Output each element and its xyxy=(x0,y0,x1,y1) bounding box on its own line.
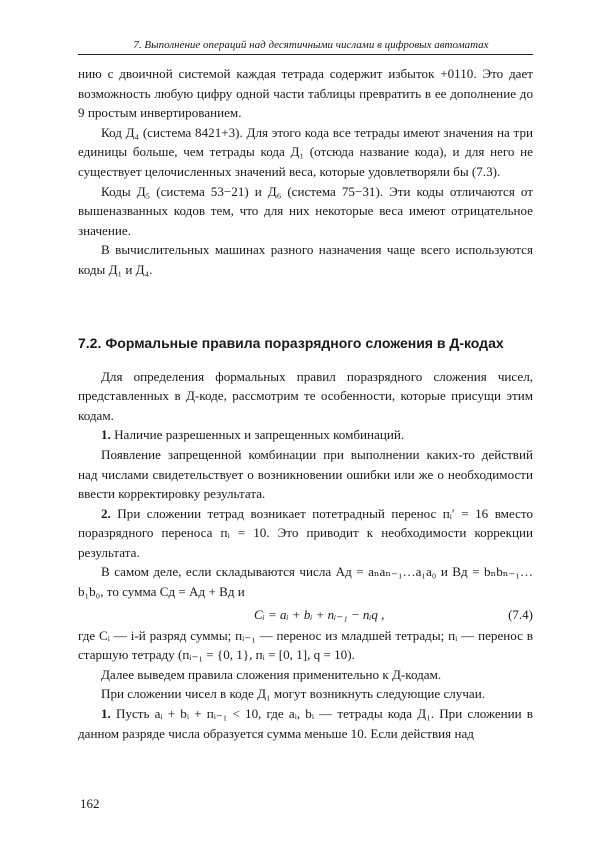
equation-expression: Cᵢ = aᵢ + bᵢ + пᵢ₋₁ − пᵢq , xyxy=(254,606,385,622)
paragraph: При сложении чисел в коде Д₁ могут возникнуть следующие случаи. xyxy=(101,686,486,702)
item-number: 1. xyxy=(101,427,111,443)
paragraph: где Cᵢ — i-й разряд суммы; пᵢ₋₁ — перенос из младшей тетрады; пᵢ — перенос в старшую тетраду (пᵢ₋₁ = {0, 1}, пᵢ = [0, 1], q = 10). xyxy=(78,627,533,663)
paragraph: Далее выведем правила сложения применительно к Д-кодам. xyxy=(101,666,442,682)
header-rule xyxy=(78,54,533,55)
item-number: 2. xyxy=(101,505,111,521)
paragraph: Код Д₄ (система 8421+3). Для этого кода все тетрады имеют значения на три единицы больше, чем тетрады кода Д₁ (отсюда название кода), и для него не существует целочисленных значений веса, которые удовлетворяли бы (7.3). xyxy=(78,124,533,179)
paragraph xyxy=(78,425,533,445)
section-heading xyxy=(78,335,533,351)
equation-number: (7.4) xyxy=(508,606,533,622)
running-header: 7. Выполнение операций над десятичными числами в цифровых автоматах xyxy=(133,39,489,51)
paragraph: В вычислительных машинах разного назначения чаще всего используются коды Д₁ и Д₄. xyxy=(78,242,533,277)
paragraph xyxy=(78,504,533,563)
paragraph: В самом деле, если складываются числа Aд = aₙaₙ₋₁…a₁a₀ и Bд = bₙbₙ₋₁…b₁b₀, то сумма Cд = Aд + Bд и xyxy=(78,564,533,600)
item-text: Пусть aᵢ + bᵢ + пᵢ₋₁ < 10, где aᵢ, bᵢ — тетрады кода Д₁. При сложении в данном разряде числа образуется сумма меньше 10. Если действия над xyxy=(78,706,533,741)
item-number: 1. xyxy=(101,706,111,722)
paragraph: Появление запрещенной комбинации при выполнении каких-то действий над числами свидетельствует о возникновении ошибки или же о необходимости ввести корректировку результата. xyxy=(78,446,533,502)
item-text: Наличие разрешенных и запрещенных комбинаций. xyxy=(110,427,405,443)
paragraph: Для определения формальных правил поразрядного сложения чисел, представленных в Д-коде, рассмотрим те особенности, которые присущи этим кодам. xyxy=(78,368,533,423)
paragraph: нию с двоичной системой каждая тетрада содержит избыток +0110. Это дает возможность любую цифру одной части таблицы превратить в ее дополнение до 9 простым инвертированием. xyxy=(78,66,533,121)
page-body xyxy=(78,64,533,743)
paragraph xyxy=(78,704,533,743)
equation xyxy=(78,602,533,626)
paragraph: Коды Д₅ (система 53−21) и Д₆ (система 75−31). Эти коды отличаются от вышеназванных кодов тем, что для них некоторые веса имеют отрицательное значение. xyxy=(78,183,533,238)
section-title: Формальные правила поразрядного сложения в Д-кодах xyxy=(105,334,504,351)
page-number: 162 xyxy=(80,796,100,811)
section-number: 7.2. xyxy=(78,334,102,351)
item-text: При сложении тетрад возникает потетрадный перенос пᵢ′ = 16 вместо поразрядного переноса пᵢ = 10. Это приводит к необходимости коррекции результата. xyxy=(78,505,533,560)
